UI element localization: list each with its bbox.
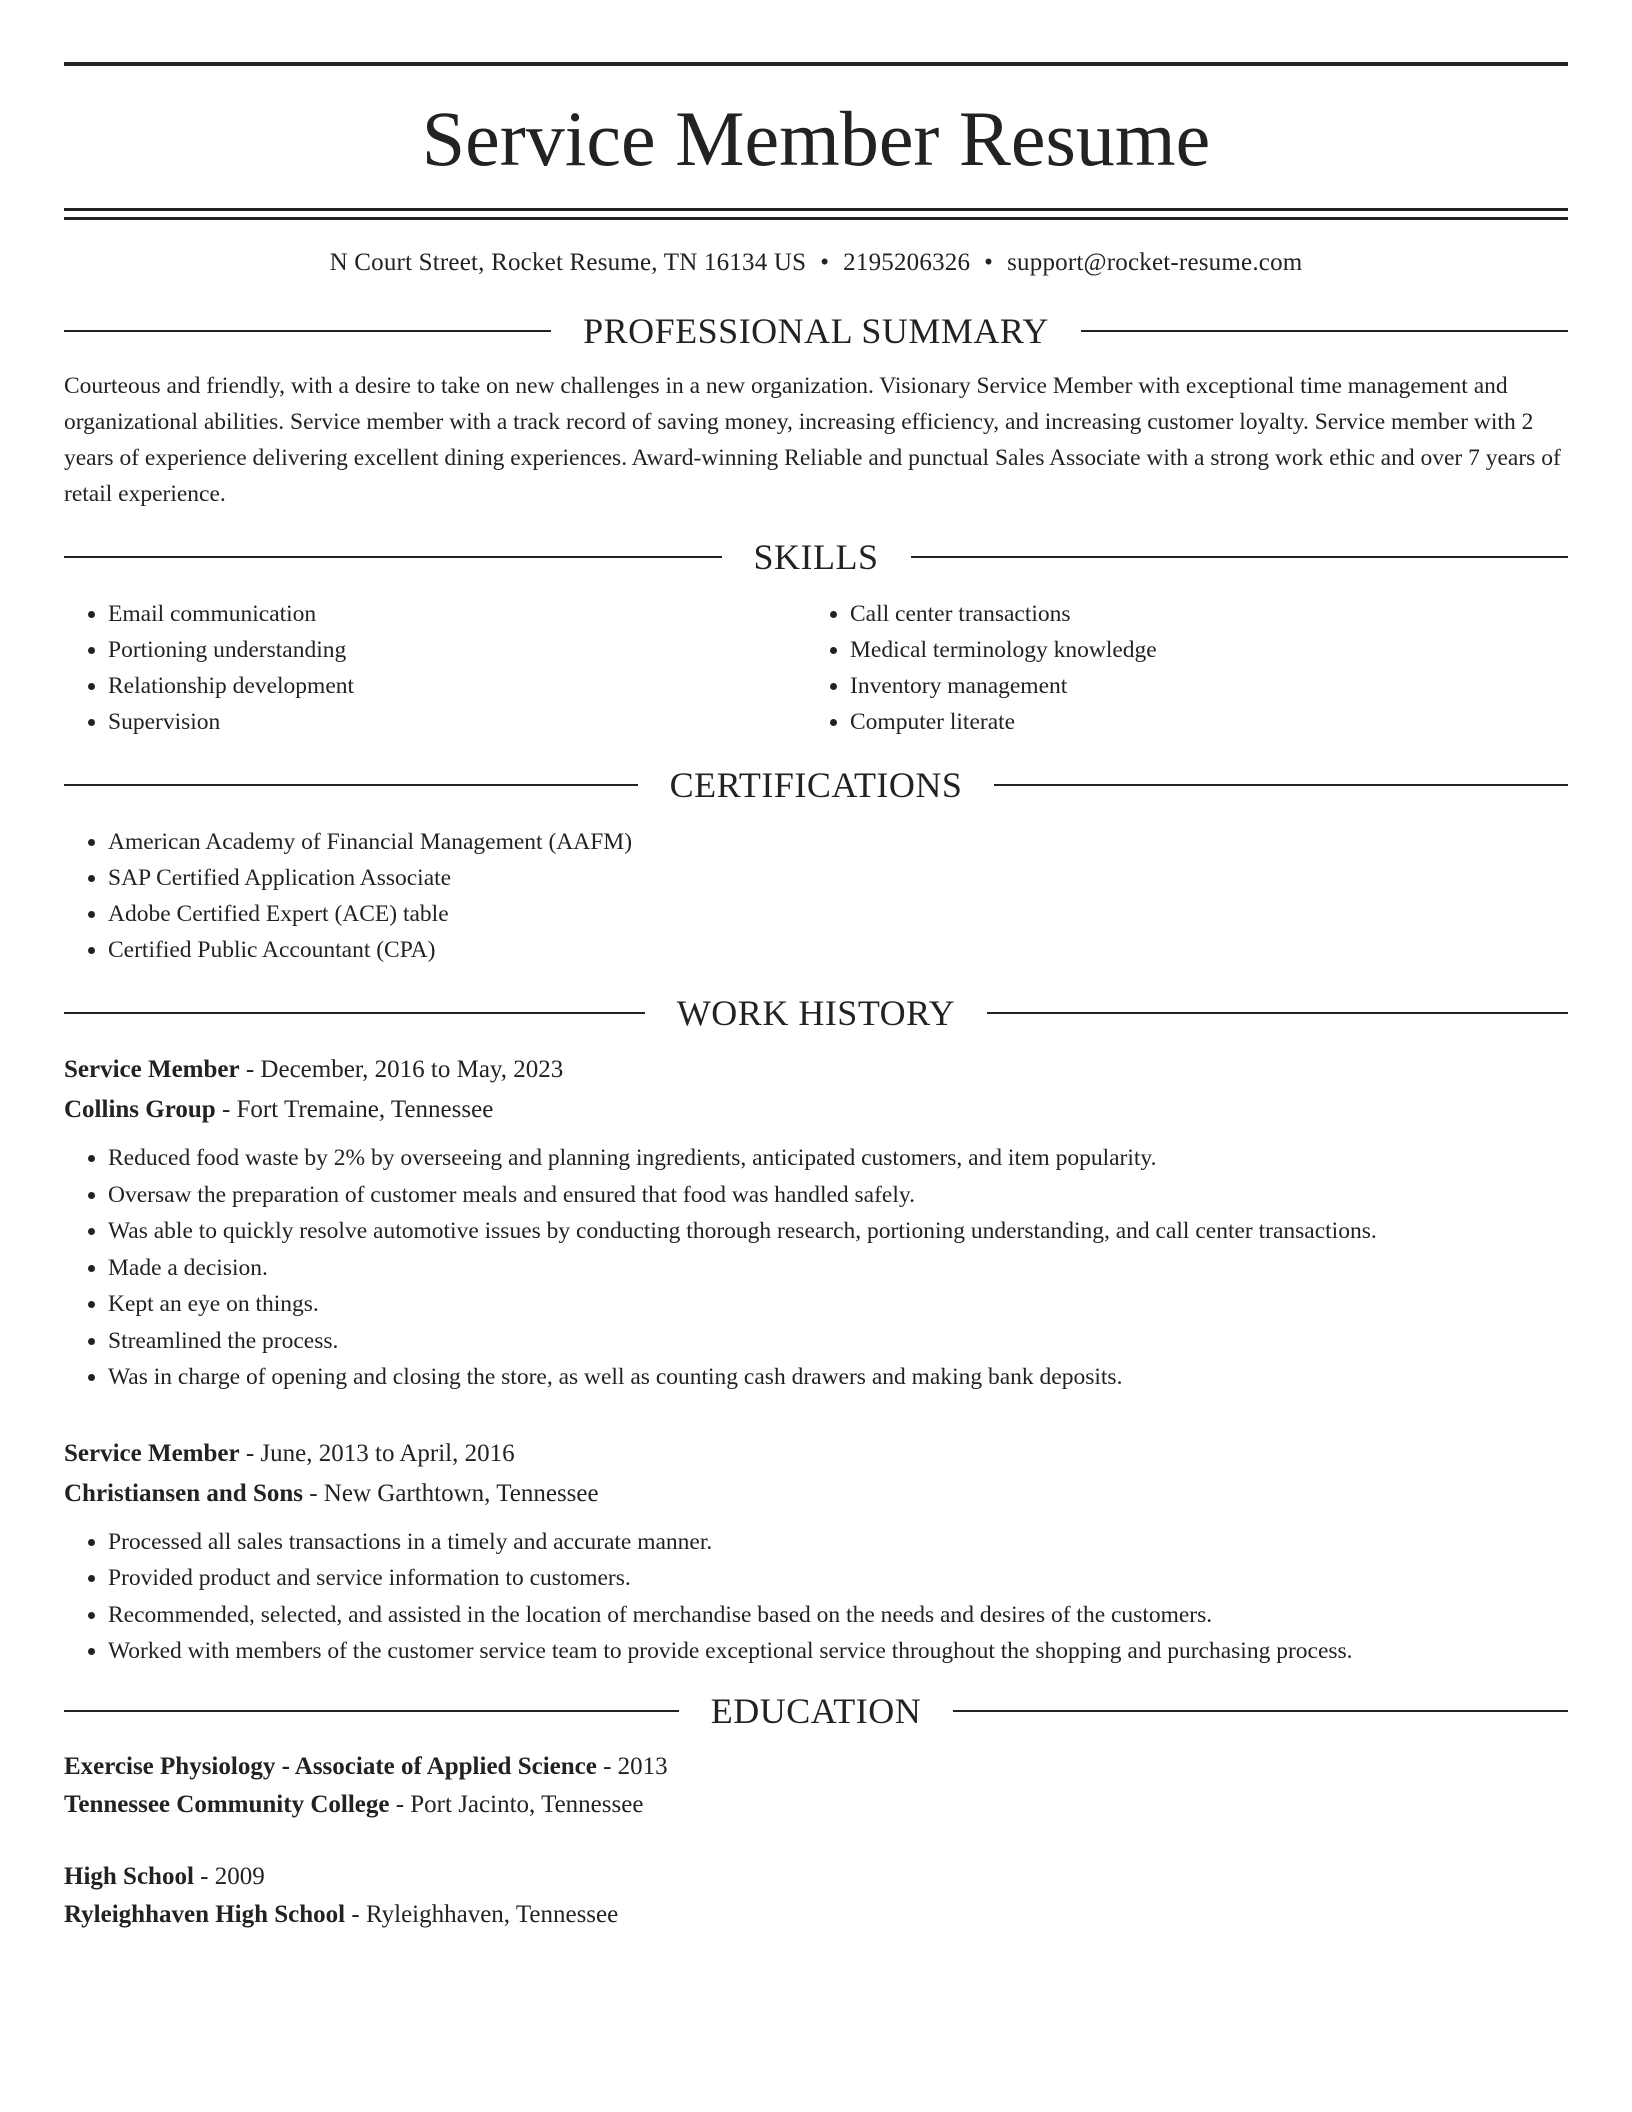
contact-separator: •	[984, 249, 994, 276]
job-title-line	[64, 1050, 1568, 1090]
education-location: - Ryleighhaven, Tennessee	[345, 1900, 619, 1928]
heading-rule	[64, 1710, 679, 1712]
top-rule	[64, 62, 1568, 66]
skills-column-right	[806, 596, 1548, 740]
education-heading: EDUCATION	[710, 1690, 922, 1731]
education-school-line	[64, 1786, 1568, 1824]
work-heading: WORK HISTORY	[676, 993, 956, 1033]
job-title: Service Member	[64, 1056, 240, 1083]
education-school: Ryleighhaven High School	[64, 1900, 346, 1928]
job-bullet: • Oversaw the preparation of customer meals and ensured that food was handled safely.	[108, 1177, 1568, 1214]
heading-rule	[64, 1012, 645, 1014]
certification-item: • SAP Certified Application Associate	[108, 860, 1568, 896]
job-dates: - June, 2013 to April, 2016	[239, 1439, 515, 1467]
job-company: Christiansen and Sons	[64, 1479, 303, 1507]
job-bullet: • Worked with members of the customer service team to provide exceptional service throughout the shopping and purchasing process.	[108, 1633, 1568, 1670]
heading-rule	[64, 784, 638, 786]
job-title-line	[64, 1434, 1568, 1474]
education-degree: Exercise Physiology - Associate of Applied Science	[64, 1752, 597, 1780]
education-location: - Port Jacinto, Tennessee	[389, 1790, 644, 1818]
job-bullet: • Kept an eye on things.	[108, 1286, 1568, 1323]
skill-item: • Call center transactions	[850, 596, 1548, 632]
education-school-line	[64, 1896, 1568, 1934]
job-company: Collins Group	[64, 1096, 216, 1123]
education-heading-row	[64, 1686, 1568, 1736]
job-entry	[64, 1050, 1568, 1396]
job-bullet: • Made a decision.	[108, 1250, 1568, 1287]
contact-email: support@rocket-resume.com	[1007, 249, 1303, 276]
title-double-rule	[64, 208, 1568, 220]
job-dates: - December, 2016 to May, 2023	[239, 1056, 564, 1083]
education-entry	[64, 1858, 1568, 1934]
certifications-list	[64, 824, 1568, 968]
job-location: - New Garthtown, Tennessee	[302, 1479, 599, 1507]
heading-rule	[987, 1012, 1568, 1014]
skills-heading-row	[64, 532, 1568, 582]
job-bullets	[64, 1140, 1568, 1396]
education-year: - 2009	[193, 1862, 265, 1890]
skill-item: • Portioning understanding	[108, 632, 806, 668]
certification-item: • American Academy of Financial Management (AAFM)	[108, 824, 1568, 860]
job-bullet: • Recommended, selected, and assisted in the location of merchandise based on the needs and desires of the customers.	[108, 1597, 1568, 1634]
skill-item: • Computer literate	[850, 704, 1548, 740]
contact-line	[64, 246, 1568, 280]
education-year: - 2013	[596, 1752, 668, 1780]
skill-item: • Supervision	[108, 704, 806, 740]
job-entry	[64, 1434, 1568, 1670]
skills-heading: SKILLS	[753, 537, 879, 577]
job-company-line	[64, 1090, 1568, 1130]
work-heading-row	[64, 988, 1568, 1038]
certifications-heading-row	[64, 760, 1568, 810]
resume-page	[64, 0, 1568, 1934]
heading-rule	[911, 556, 1569, 558]
summary-heading-row	[64, 306, 1568, 356]
education-entry	[64, 1748, 1568, 1824]
heading-rule	[64, 330, 551, 332]
skill-item: • Medical terminology knowledge	[850, 632, 1548, 668]
certification-item: • Certified Public Accountant (CPA)	[108, 932, 1568, 968]
certification-item: • Adobe Certified Expert (ACE) table	[108, 896, 1568, 932]
education-degree-line	[64, 1858, 1568, 1896]
skills-list	[64, 596, 1568, 740]
job-location: - Fort Tremaine, Tennessee	[215, 1096, 494, 1123]
summary-heading: PROFESSIONAL SUMMARY	[583, 311, 1049, 351]
job-bullet: • Was able to quickly resolve automotive issues by conducting thorough research, portioning understanding, and call center transactions.	[108, 1213, 1568, 1250]
education-degree: High School	[64, 1862, 194, 1890]
heading-rule	[953, 1710, 1568, 1712]
job-bullet: • Reduced food waste by 2% by overseeing and planning ingredients, anticipated customers, and item popularity.	[108, 1140, 1568, 1177]
education-school: Tennessee Community College	[64, 1790, 390, 1818]
education-degree-line	[64, 1748, 1568, 1786]
job-bullet: • Processed all sales transactions in a timely and accurate manner.	[108, 1524, 1568, 1561]
certifications-heading: CERTIFICATIONS	[669, 765, 963, 805]
heading-rule	[994, 784, 1568, 786]
job-bullet: • Streamlined the process.	[108, 1323, 1568, 1360]
contact-address: N Court Street, Rocket Resume, TN 16134 US	[329, 249, 807, 276]
contact-phone: 2195206326	[843, 249, 971, 276]
heading-rule	[64, 556, 722, 558]
job-bullet: • Provided product and service information to customers.	[108, 1560, 1568, 1597]
skill-item: • Inventory management	[850, 668, 1548, 704]
skill-item: • Email communication	[108, 596, 806, 632]
heading-rule	[1081, 330, 1568, 332]
job-bullets	[64, 1524, 1568, 1670]
job-company-line	[64, 1474, 1568, 1514]
resume-title: Service Member Resume	[421, 95, 1211, 182]
contact-separator: •	[820, 249, 830, 276]
job-bullet: • Was in charge of opening and closing the store, as well as counting cash drawers and making bank deposits.	[108, 1359, 1568, 1396]
summary-text: Courteous and friendly, with a desire to take on new challenges in a new organization. Visionary Service Member with exceptional time management and organizational abilities. Service member with a track record of saving money, increasing efficiency, and increasing customer loyalty. Service member with 2 years of experience delivering excellent dining experiences. Award-winning Reliable and punctual Sales Associate with a strong work ethic and over 7 years of retail experience.	[64, 373, 1561, 507]
job-title: Service Member	[64, 1439, 240, 1467]
skills-column-left	[64, 596, 806, 740]
skill-item: • Relationship development	[108, 668, 806, 704]
